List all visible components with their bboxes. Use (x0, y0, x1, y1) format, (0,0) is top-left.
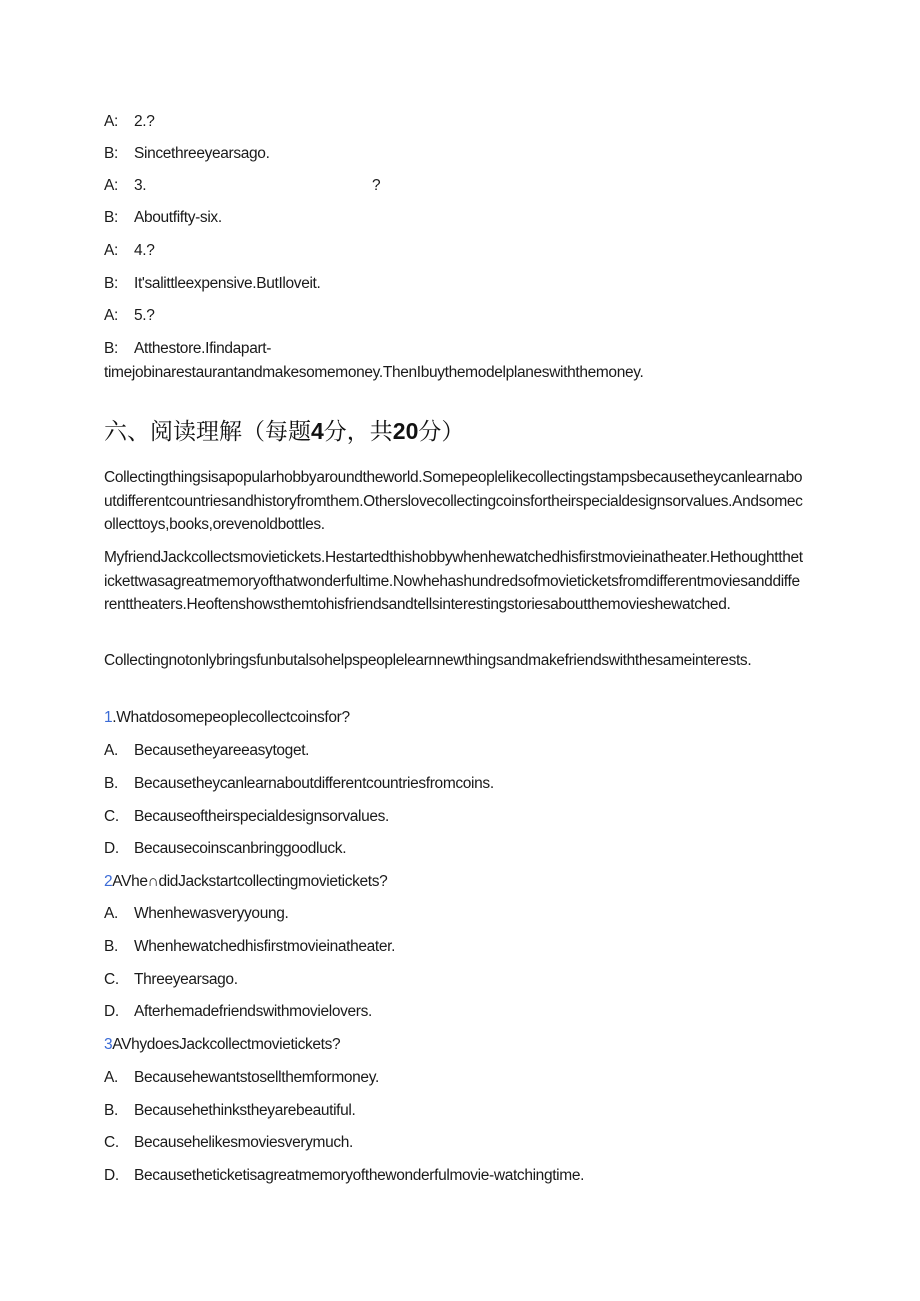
passage-paragraph: MyfriendJackcollectsmovietickets.Hestartedthishobbywhenhewatchedhisfirstmovieinatheater.Hethoughtthetickettwasagreatmemoryofthatwonderfultime.Nowhehashundredsofmovieticketsfromdifferentmoviesanddifferenttheaters.Heoftenshowsthemtohisfriendsandtellsinterestingstoriesaboutthemovieshewatched. (104, 549, 803, 613)
speaker-label: A: (104, 177, 118, 194)
answer-option (104, 741, 309, 761)
answer-option (104, 774, 494, 794)
answer-option (104, 970, 238, 990)
option-text: Becausetheticketisagreatmemoryofthewonderfulmovie-watchingtime. (134, 1167, 585, 1184)
option-letter: C. (104, 808, 119, 825)
answer-option (104, 1166, 584, 1186)
question-text: .Whatdosomepeoplecollectcoinsfor? (112, 709, 350, 726)
option-text: Afterhemadefriendswithmovielovers. (134, 1003, 372, 1020)
answer-option (104, 904, 288, 924)
option-letter: B. (104, 1102, 118, 1119)
passage-paragraph: Collectingnotonlybringsfunbutalsohelpspeoplelearnnewthingsandmakefriendswiththesameinterests. (104, 652, 752, 669)
answer-option (104, 807, 389, 827)
dialogue-line (104, 306, 155, 326)
option-letter: A. (104, 905, 118, 922)
heading-text: 分，共 (323, 418, 393, 444)
speaker-label: A: (104, 113, 118, 130)
option-letter: D. (104, 1167, 119, 1184)
option-letter: D. (104, 1003, 119, 1020)
option-letter: C. (104, 1134, 119, 1151)
option-text: Becausehewantstosellthemformoney. (134, 1069, 379, 1086)
answer-option (104, 839, 346, 859)
dialogue-line (104, 241, 155, 261)
answer-option (104, 1068, 379, 1088)
question-text: AVhydoesJackcollectmovietickets? (112, 1036, 341, 1053)
heading-total: 20 (392, 418, 419, 444)
option-letter: A. (104, 1069, 118, 1086)
speaker-label: A: (104, 242, 118, 259)
heading-text: 分） (418, 418, 465, 444)
dialogue-text: Aboutfifty-six. (134, 209, 222, 226)
option-letter: C. (104, 971, 119, 988)
dialogue-line (104, 176, 404, 196)
option-letter: B. (104, 938, 118, 955)
speaker-label: B: (104, 275, 118, 292)
question-number: 1 (104, 709, 113, 726)
dialogue-text: Sincethreeyearsago. (134, 145, 270, 162)
heading-text: 六、阅读理解（每题 (104, 418, 311, 444)
speaker-label: B: (104, 209, 118, 226)
question (104, 708, 350, 728)
speaker-label: B: (104, 145, 118, 162)
dialogue-text: It'salittleexpensive.ButIloveit. (134, 275, 321, 292)
option-text: Whenhewasveryyoung. (134, 905, 289, 922)
passage-paragraph: Collectingthingsisapopularhobbyaroundtheworld.Somepeoplelikecollectingstampsbecausetheycanlearnaboutdifferentcountriesandhistoryfromthem.Otherslovecollectingcoinsfortheirspecialdesignsorvalues.Andsomecollecttoys,books,orevenoldbottles. (104, 469, 803, 533)
speaker-label: B: (104, 340, 118, 357)
question-number: 2 (104, 873, 113, 890)
heading-points: 4 (311, 418, 324, 444)
dialogue-continuation: timejobinarestaurantandmakesomemoney.ThenIbuythemodelplaneswiththemoney. (104, 364, 644, 381)
option-text: Becauseoftheirspecialdesignsorvalues. (134, 808, 390, 825)
option-text: Becausehelikesmoviesverymuch. (134, 1134, 354, 1151)
option-letter: A. (104, 742, 118, 759)
question-number: 3 (104, 1036, 113, 1053)
answer-option (104, 937, 395, 957)
question-text: AVhe∩didJackstartcollectingmovietickets? (112, 873, 388, 890)
dialogue-text: 5.? (134, 307, 155, 324)
answer-option (104, 1002, 372, 1022)
speaker-label: A: (104, 307, 118, 324)
dialogue-line (104, 144, 270, 164)
option-text: Threeyearsago. (134, 971, 238, 988)
dialogue-line (104, 339, 271, 359)
dialogue-line (104, 208, 222, 228)
dialogue-line (104, 112, 155, 132)
option-text: Becausetheycanlearnaboutdifferentcountriesfromcoins. (134, 775, 494, 792)
question-mark: ? (372, 177, 381, 194)
option-letter: B. (104, 775, 118, 792)
question (104, 872, 387, 892)
section-heading (104, 415, 464, 447)
dialogue-text: Atthestore.Ifindapart- (134, 340, 272, 357)
option-text: Becausehethinkstheyarebeautiful. (134, 1102, 356, 1119)
option-text: Becausetheyareeasytoget. (134, 742, 310, 759)
option-text: Whenhewatchedhisfirstmovieinatheater. (134, 938, 396, 955)
option-text: Becausecoinscanbringgoodluck. (134, 840, 347, 857)
dialogue-text: 2.? (134, 113, 155, 130)
option-letter: D. (104, 840, 119, 857)
dialogue-text: 3. (134, 177, 147, 194)
answer-option (104, 1133, 353, 1153)
dialogue-text: 4.? (134, 242, 155, 259)
question (104, 1035, 340, 1055)
dialogue-line (104, 274, 320, 294)
answer-option (104, 1101, 355, 1121)
